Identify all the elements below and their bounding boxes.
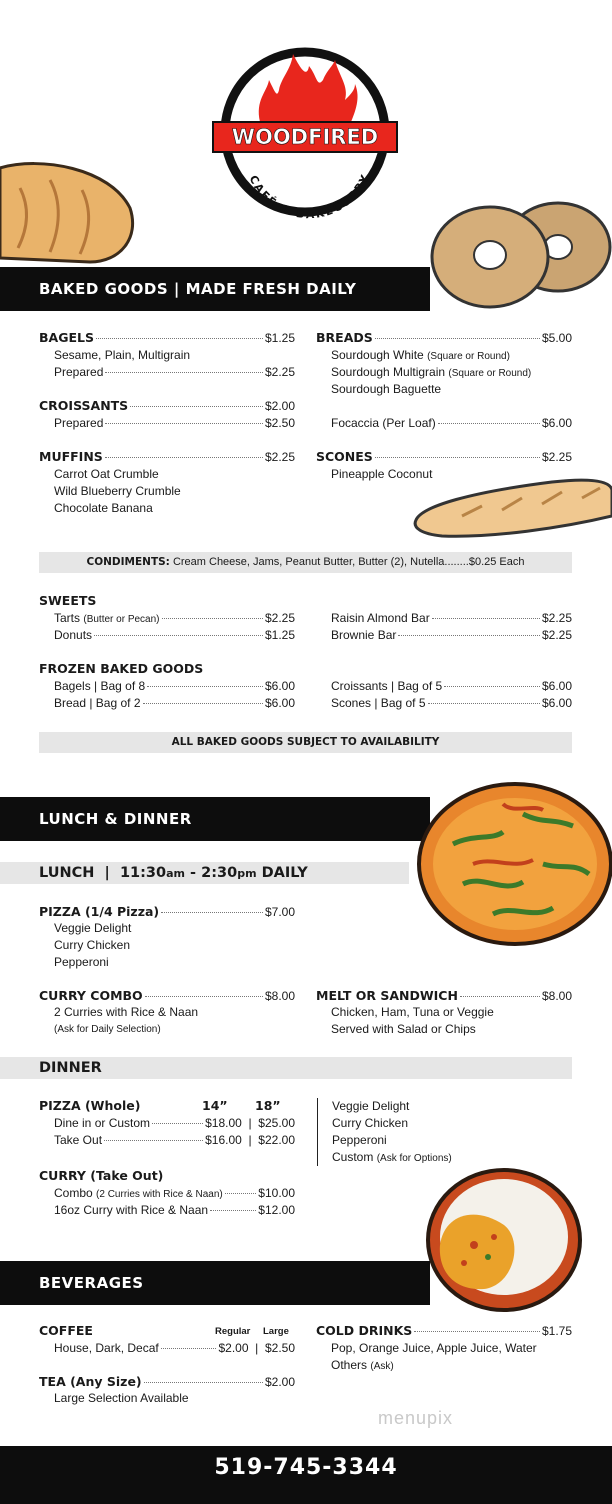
melt-desc: Served with Salad or Chips: [331, 1022, 476, 1036]
melt-desc: Chicken, Ham, Tuna or Veggie: [331, 1005, 494, 1019]
croissants-prepared-row: Prepared $2.50: [54, 416, 295, 430]
dine-in-row: Dine in or Custom $18.00 | $25.00: [54, 1116, 295, 1130]
scone-item: Pineapple Coconut: [331, 467, 433, 481]
frozen-heading: FROZEN BAKED GOODS: [39, 661, 204, 676]
frozen-scones-row: Scones | Bag of 5 $6.00: [331, 696, 572, 710]
svg-text:CAFÉ & BAKECURRY: CAFÉ & BAKECURRY: [246, 171, 373, 222]
frozen-bagels-row: Bagels | Bag of 8 $6.00: [54, 679, 295, 693]
coffee-heading: COFFEE: [39, 1323, 93, 1338]
lunch-dinner-header: LUNCH & DINNER: [0, 797, 430, 841]
bread-sourdough-multigrain: Sourdough Multigrain (Square or Round): [331, 365, 532, 379]
bread-sourdough-baguette: Sourdough Baguette: [331, 382, 442, 396]
availability-note: ALL BAKED GOODS SUBJECT TO AVAILABILITY: [39, 732, 572, 753]
tea-desc: Large Selection Available: [54, 1391, 189, 1405]
pizza-quarter-item: Pepperoni: [54, 955, 109, 969]
bagels-illustration: [430, 195, 612, 313]
curry-takeout-heading: CURRY (Take Out): [39, 1168, 164, 1183]
frozen-croissants-row: Croissants | Bag of 5 $6.00: [331, 679, 572, 693]
size-14-label: 14”: [202, 1098, 228, 1113]
bread-sourdough-white: Sourdough White (Square or Round): [331, 348, 510, 362]
melt-sandwich-row: MELT OR SANDWICH $8.00: [316, 988, 572, 1003]
condiments-bar: CONDIMENTS: Cream Cheese, Jams, Peanut Butter, Butter (2), Nutella........$0.25 Each: [39, 552, 572, 573]
brownie-bar-row: Brownie Bar $2.25: [331, 628, 572, 642]
pizza-option: Veggie Delight: [332, 1099, 410, 1113]
cold-drinks-row: COLD DRINKS $1.75: [316, 1323, 572, 1338]
muffin-item: Carrot Oat Crumble: [54, 467, 159, 481]
donuts-row: Donuts $1.25: [54, 628, 295, 642]
pizza-option-custom: Custom (Ask for Options): [332, 1150, 452, 1164]
tea-row: TEA (Any Size) $2.00: [39, 1374, 295, 1389]
curry-combo-note: (Ask for Daily Selection): [54, 1024, 161, 1035]
pizza-option: Pepperoni: [332, 1133, 387, 1147]
pizza-quarter-item: Veggie Delight: [54, 921, 132, 935]
muffin-item: Wild Blueberry Crumble: [54, 484, 181, 498]
bagels-prepared-row: Prepared $2.25: [54, 365, 295, 379]
pizza-options-divider: [317, 1098, 318, 1166]
phone-number[interactable]: 519-745-3344: [0, 1446, 612, 1504]
pizza-illustration: [413, 774, 612, 950]
tarts-row: Tarts (Butter or Pecan) $2.25: [54, 611, 295, 625]
menupix-watermark: menupix: [378, 1408, 454, 1428]
curry-combo-takeout-row: Combo (2 Curries with Rice & Naan) $10.00: [54, 1186, 295, 1200]
focaccia-row: Focaccia (Per Loaf) $6.00: [331, 416, 572, 430]
cold-drinks-desc: Pop, Orange Juice, Apple Juice, Water: [331, 1341, 537, 1355]
baguette-illustration: [412, 476, 612, 540]
pizza-option: Curry Chicken: [332, 1116, 409, 1130]
muffin-item: Chocolate Banana: [54, 501, 153, 515]
sweets-heading: SWEETS: [39, 593, 97, 608]
pizza-quarter-item: Curry Chicken: [54, 938, 131, 952]
bread-loaf-illustration: [0, 158, 138, 268]
curry-combo-desc: 2 Curries with Rice & Naan: [54, 1005, 199, 1019]
coffee-types-row: House, Dark, Decaf $2.00 | $2.50: [54, 1341, 295, 1355]
bagels-varieties: Sesame, Plain, Multigrain: [54, 348, 191, 362]
curry-16oz-row: 16oz Curry with Rice & Naan $12.00: [54, 1203, 295, 1217]
raisin-bar-row: Raisin Almond Bar $2.25: [331, 611, 572, 625]
cold-drinks-others: Others (Ask): [331, 1358, 394, 1372]
breads-row: BREADS $5.00: [316, 330, 572, 345]
scones-row: SCONES $2.25: [316, 449, 572, 464]
pizza-whole-heading: PIZZA (Whole): [39, 1098, 141, 1113]
frozen-bread-row: Bread | Bag of 2 $6.00: [54, 696, 295, 710]
bagels-row: BAGELS $1.25: [39, 330, 295, 345]
svg-text:WOODFIRED: WOODFIRED: [231, 125, 379, 149]
lunch-subheader: LUNCH | 11:30am - 2:30pm DAILY: [0, 862, 409, 884]
coffee-regular-label: Regular: [215, 1326, 251, 1337]
croissants-row: CROISSANTS $2.00: [39, 398, 295, 413]
size-18-label: 18”: [255, 1098, 281, 1113]
beverages-header: BEVERAGES: [0, 1261, 430, 1305]
woodfired-logo: [205, 40, 405, 225]
baked-goods-header: BAKED GOODS | MADE FRESH DAILY: [0, 267, 430, 311]
curry-bowl-illustration: [424, 1165, 584, 1315]
take-out-row: Take Out $16.00 | $22.00: [54, 1133, 295, 1147]
curry-combo-row: CURRY COMBO $8.00: [39, 988, 295, 1003]
dinner-subheader: DINNER: [0, 1057, 572, 1079]
pizza-quarter-row: PIZZA (1/4 Pizza) $7.00: [39, 904, 295, 919]
coffee-large-label: Large: [263, 1326, 289, 1337]
muffins-row: MUFFINS $2.25: [39, 449, 295, 464]
